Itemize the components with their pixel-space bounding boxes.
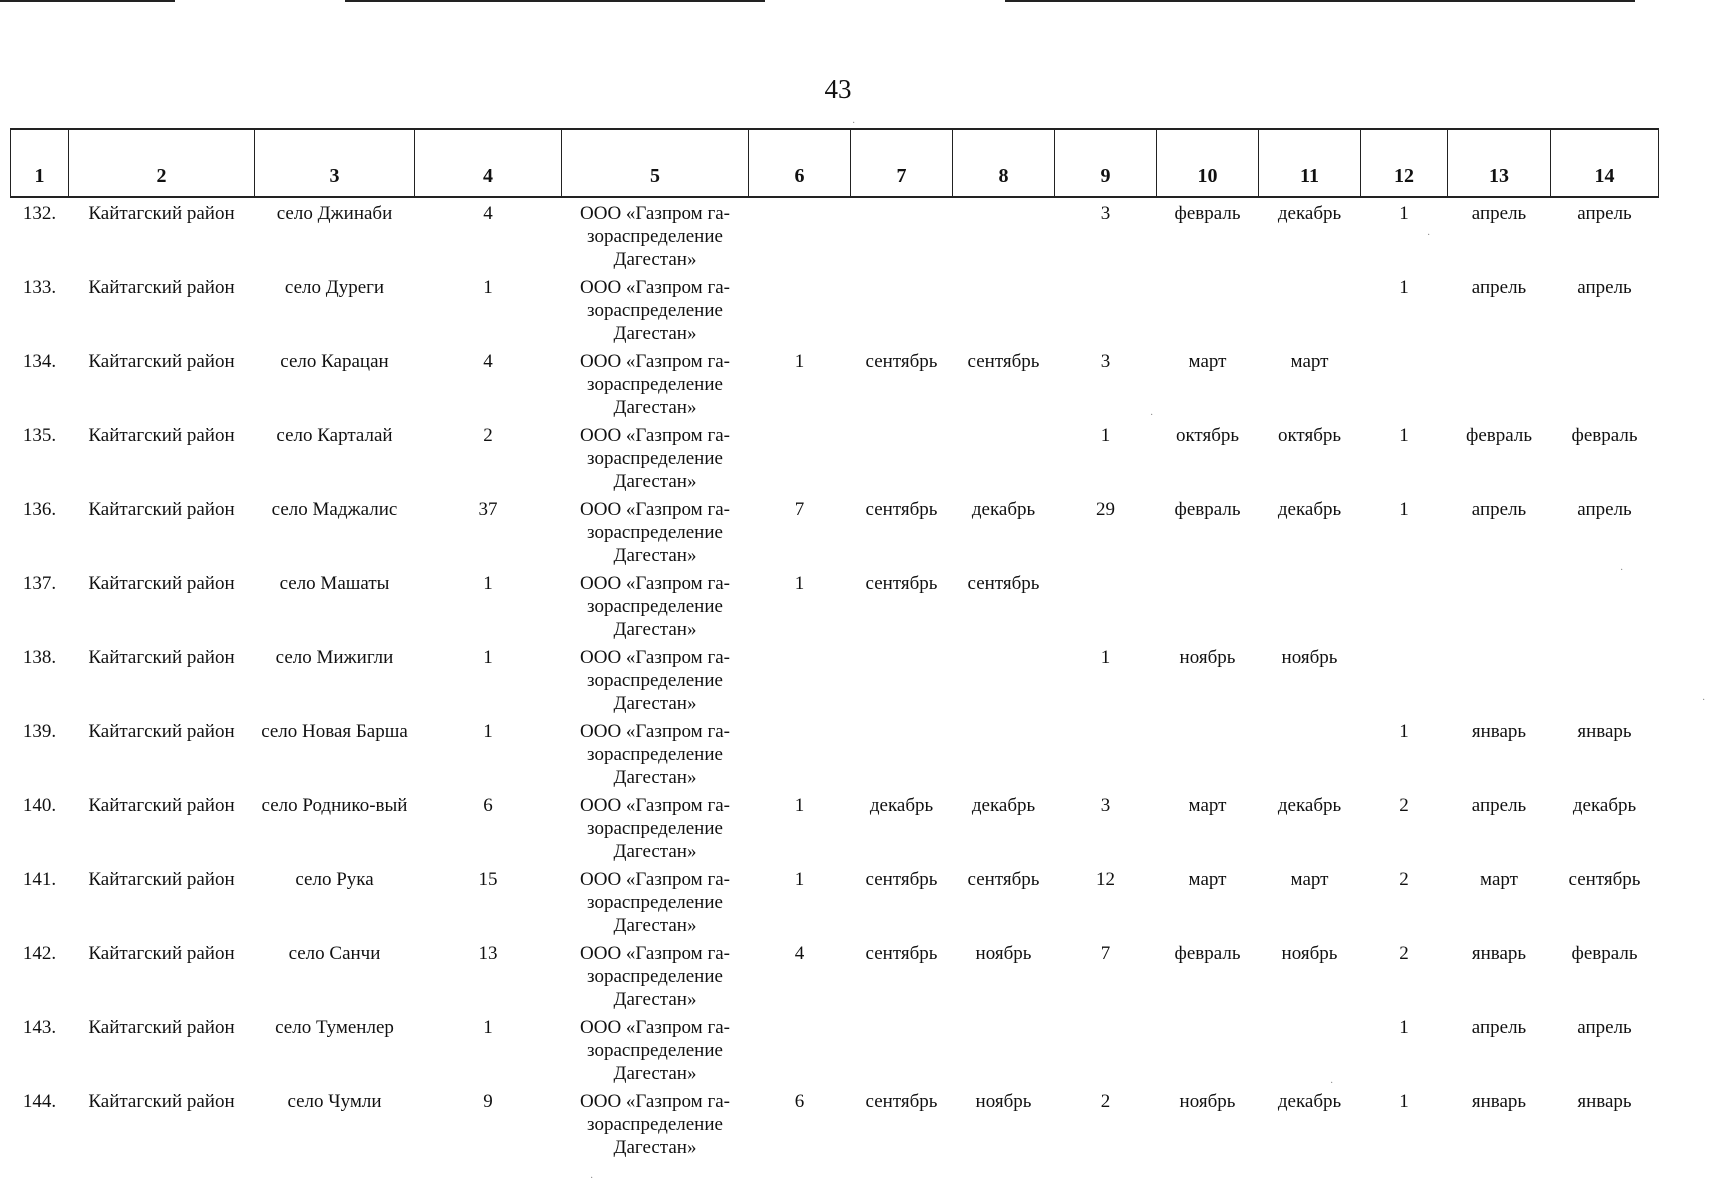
district-cell: Кайтагский район	[88, 203, 235, 224]
settlement-cell: село Карацан	[280, 351, 389, 372]
column-header-2: 2	[69, 129, 255, 197]
col12-cell	[1361, 568, 1448, 642]
table-row	[11, 864, 1659, 938]
operator-cell: ООО «Газпром га-зораспределение Дагестан»	[580, 499, 730, 566]
col9-cell: 3	[1100, 351, 1111, 372]
table-row	[11, 790, 1659, 864]
operator-cell: ООО «Газпром га-зораспределение Дагестан»	[580, 1017, 730, 1084]
col14-cell: февраль	[1571, 425, 1638, 446]
col7-cell: сентябрь	[865, 869, 938, 890]
col10-cell	[1157, 1012, 1259, 1086]
operator-cell: ООО «Газпром га-зораспределение Дагестан»	[580, 721, 730, 788]
operator-cell: ООО «Газпром га-зораспределение Дагестан»	[580, 943, 730, 1010]
col10-cell	[1157, 272, 1259, 346]
col11-cell: декабрь	[1277, 795, 1342, 816]
col14-cell	[1551, 346, 1659, 420]
row-number: 135.	[22, 425, 57, 446]
column-header-1: 1	[11, 129, 69, 197]
table-row	[11, 1086, 1659, 1160]
col14-cell	[1551, 568, 1659, 642]
col9-cell: 7	[1100, 943, 1111, 964]
col9-cell	[1055, 272, 1157, 346]
col14-cell: апрель	[1577, 499, 1632, 520]
column-header-13: 13	[1448, 129, 1551, 197]
col10-cell: февраль	[1174, 499, 1241, 520]
top-border-line	[1005, 0, 1635, 2]
top-border-line	[345, 0, 765, 2]
col8-cell: ноябрь	[975, 1091, 1032, 1112]
col14-cell: апрель	[1577, 1017, 1632, 1038]
col11-cell: ноябрь	[1281, 647, 1338, 668]
col6-cell	[749, 1012, 851, 1086]
district-cell: Кайтагский район	[88, 1091, 235, 1112]
col8-cell	[953, 716, 1055, 790]
row-number: 132.	[22, 203, 57, 224]
table-row	[11, 346, 1659, 420]
district-cell: Кайтагский район	[88, 351, 235, 372]
col6-cell	[749, 197, 851, 272]
settlement-cell: село Рука	[295, 869, 374, 890]
col11-cell	[1259, 568, 1361, 642]
operator-cell: ООО «Газпром га-зораспределение Дагестан»	[580, 573, 730, 640]
district-cell: Кайтагский район	[88, 943, 235, 964]
count-cell: 1	[483, 721, 493, 742]
col6-cell: 7	[794, 499, 805, 520]
col8-cell: сентябрь	[967, 351, 1040, 372]
col6-cell: 4	[794, 943, 805, 964]
count-cell: 2	[483, 425, 493, 446]
col12-cell: 2	[1399, 869, 1409, 890]
table-row	[11, 1012, 1659, 1086]
row-number: 144.	[22, 1091, 57, 1112]
col8-cell	[953, 1012, 1055, 1086]
row-number: 137.	[22, 573, 57, 594]
col13-cell: январь	[1471, 1091, 1527, 1112]
col9-cell: 1	[1100, 425, 1111, 446]
col10-cell: март	[1188, 351, 1227, 372]
count-cell: 4	[483, 203, 493, 224]
col9-cell: 3	[1100, 795, 1111, 816]
table-row	[11, 568, 1659, 642]
col7-cell	[851, 642, 953, 716]
col13-cell	[1448, 642, 1551, 716]
count-cell: 6	[483, 795, 493, 816]
settlement-cell: село Роднико-вый	[261, 795, 408, 816]
row-number: 142.	[22, 943, 57, 964]
table-row	[11, 197, 1659, 272]
col7-cell: сентябрь	[865, 351, 938, 372]
operator-cell: ООО «Газпром га-зораспределение Дагестан»	[580, 1091, 730, 1158]
col10-cell: ноябрь	[1179, 1091, 1236, 1112]
col11-cell: октябрь	[1277, 425, 1342, 446]
col13-cell: январь	[1471, 721, 1527, 742]
col11-cell	[1259, 716, 1361, 790]
col6-cell: 1	[794, 795, 805, 816]
column-header-7: 7	[851, 129, 953, 197]
col14-cell	[1551, 642, 1659, 716]
row-number: 133.	[22, 277, 57, 298]
table-row	[11, 494, 1659, 568]
col7-cell	[851, 420, 953, 494]
settlement-cell: село Маджалис	[271, 499, 398, 520]
row-number: 139.	[22, 721, 57, 742]
column-header-10: 10	[1157, 129, 1259, 197]
operator-cell: ООО «Газпром га-зораспределение Дагестан»	[580, 203, 730, 270]
col8-cell	[953, 197, 1055, 272]
district-cell: Кайтагский район	[88, 573, 235, 594]
col6-cell	[749, 420, 851, 494]
col7-cell	[851, 197, 953, 272]
scan-speck: ·	[852, 118, 856, 129]
col7-cell: сентябрь	[865, 943, 938, 964]
settlement-cell: село Чумли	[287, 1091, 382, 1112]
col12-cell: 2	[1399, 943, 1409, 964]
col10-cell	[1157, 716, 1259, 790]
column-header-12: 12	[1361, 129, 1448, 197]
col7-cell: декабрь	[869, 795, 934, 816]
col14-cell: апрель	[1577, 277, 1632, 298]
col11-cell	[1259, 1012, 1361, 1086]
district-cell: Кайтагский район	[88, 499, 235, 520]
col9-cell: 29	[1096, 499, 1115, 520]
operator-cell: ООО «Газпром га-зораспределение Дагестан»	[580, 351, 730, 418]
district-cell: Кайтагский район	[88, 795, 235, 816]
row-number: 138.	[22, 647, 57, 668]
col11-cell: декабрь	[1277, 1091, 1342, 1112]
row-number: 143.	[22, 1017, 57, 1038]
row-number: 134.	[22, 351, 57, 372]
table-row	[11, 642, 1659, 716]
col8-cell	[953, 642, 1055, 716]
col14-cell: январь	[1577, 721, 1632, 742]
settlement-cell: село Дуреги	[284, 277, 385, 298]
col9-cell: 1	[1100, 647, 1111, 668]
table-row	[11, 272, 1659, 346]
col7-cell	[851, 272, 953, 346]
count-cell: 4	[483, 351, 493, 372]
table-row	[11, 716, 1659, 790]
column-header-4: 4	[415, 129, 562, 197]
col10-cell: ноябрь	[1179, 647, 1236, 668]
col10-cell: октябрь	[1175, 425, 1240, 446]
scan-speck: ·	[590, 1173, 594, 1184]
table-row	[11, 420, 1659, 494]
col11-cell: март	[1290, 869, 1329, 890]
col10-cell: март	[1188, 795, 1227, 816]
col13-cell: апрель	[1471, 1017, 1527, 1038]
table-row	[11, 938, 1659, 1012]
col12-cell: 1	[1399, 499, 1409, 520]
row-number: 140.	[22, 795, 57, 816]
col13-cell: февраль	[1466, 425, 1532, 446]
column-header-14: 14	[1551, 129, 1659, 197]
col7-cell: сентябрь	[865, 1091, 938, 1112]
col7-cell	[851, 1012, 953, 1086]
col14-cell: февраль	[1571, 943, 1638, 964]
col13-cell: март	[1480, 869, 1518, 890]
col12-cell: 1	[1399, 425, 1409, 446]
col8-cell: сентябрь	[967, 869, 1040, 890]
gasification-schedule-table	[10, 128, 1659, 1160]
district-cell: Кайтагский район	[88, 277, 235, 298]
count-cell: 1	[483, 573, 493, 594]
operator-cell: ООО «Газпром га-зораспределение Дагестан»	[580, 647, 730, 714]
district-cell: Кайтагский район	[88, 869, 235, 890]
district-cell: Кайтагский район	[88, 425, 235, 446]
col11-cell	[1259, 272, 1361, 346]
settlement-cell: село Джинаби	[276, 203, 393, 224]
col10-cell: март	[1188, 869, 1227, 890]
col9-cell	[1055, 568, 1157, 642]
col8-cell: декабрь	[971, 499, 1036, 520]
col6-cell	[749, 642, 851, 716]
col9-cell	[1055, 716, 1157, 790]
column-header-3: 3	[255, 129, 415, 197]
district-cell: Кайтагский район	[88, 1017, 235, 1038]
col7-cell: сентябрь	[865, 573, 938, 594]
col6-cell	[749, 272, 851, 346]
table-body	[11, 197, 1659, 1160]
col9-cell: 12	[1096, 869, 1115, 890]
column-header-6: 6	[749, 129, 851, 197]
col6-cell	[749, 716, 851, 790]
col12-cell: 1	[1399, 203, 1409, 224]
col12-cell	[1361, 642, 1448, 716]
col13-cell: январь	[1471, 943, 1527, 964]
col14-cell: апрель	[1577, 203, 1632, 224]
col12-cell: 1	[1399, 277, 1409, 298]
col12-cell: 2	[1399, 795, 1409, 816]
col14-cell: сентябрь	[1568, 869, 1641, 890]
col13-cell	[1448, 568, 1551, 642]
district-cell: Кайтагский район	[88, 721, 235, 742]
scan-speck: ·	[1702, 695, 1706, 706]
col10-cell: февраль	[1174, 943, 1241, 964]
table-header	[11, 129, 1659, 197]
count-cell: 13	[478, 943, 498, 964]
col14-cell: декабрь	[1572, 795, 1637, 816]
operator-cell: ООО «Газпром га-зораспределение Дагестан»	[580, 277, 730, 344]
col9-cell	[1055, 1012, 1157, 1086]
col11-cell: декабрь	[1277, 499, 1342, 520]
column-header-8: 8	[953, 129, 1055, 197]
col13-cell	[1448, 346, 1551, 420]
col13-cell: апрель	[1471, 795, 1527, 816]
top-border-line	[0, 0, 175, 2]
col12-cell: 1	[1399, 1017, 1409, 1038]
row-number: 136.	[22, 499, 57, 520]
col11-cell: декабрь	[1277, 203, 1342, 224]
col9-cell: 3	[1100, 203, 1111, 224]
col10-cell: февраль	[1174, 203, 1241, 224]
operator-cell: ООО «Газпром га-зораспределение Дагестан»	[580, 795, 730, 862]
settlement-cell: село Карталай	[276, 425, 393, 446]
col10-cell	[1157, 568, 1259, 642]
page-number: 43	[824, 74, 852, 104]
operator-cell: ООО «Газпром га-зораспределение Дагестан»	[580, 869, 730, 936]
col13-cell: апрель	[1471, 203, 1527, 224]
col14-cell: январь	[1577, 1091, 1632, 1112]
settlement-cell: село Новая Барша	[261, 721, 408, 742]
col6-cell: 6	[794, 1091, 805, 1112]
col11-cell: ноябрь	[1281, 943, 1338, 964]
count-cell: 1	[483, 1017, 493, 1038]
col6-cell: 1	[794, 869, 805, 890]
scan-speck: ·	[1427, 230, 1431, 241]
settlement-cell: село Мижигли	[275, 647, 394, 668]
count-cell: 9	[483, 1091, 493, 1112]
settlement-cell: село Туменлер	[275, 1017, 394, 1038]
column-header-9: 9	[1055, 129, 1157, 197]
col11-cell: март	[1290, 351, 1329, 372]
count-cell: 15	[478, 869, 498, 890]
col12-cell: 1	[1399, 1091, 1409, 1112]
col12-cell: 1	[1399, 721, 1409, 742]
col8-cell	[953, 420, 1055, 494]
count-cell: 37	[478, 499, 498, 520]
col7-cell: сентябрь	[865, 499, 938, 520]
header-row	[11, 129, 1659, 197]
scan-speck: ·	[1330, 1078, 1334, 1089]
column-header-11: 11	[1259, 129, 1361, 197]
col13-cell: апрель	[1471, 277, 1527, 298]
col9-cell: 2	[1100, 1091, 1111, 1112]
count-cell: 1	[483, 277, 493, 298]
col13-cell: апрель	[1471, 499, 1527, 520]
settlement-cell: село Машаты	[279, 573, 390, 594]
col8-cell	[953, 272, 1055, 346]
col8-cell: декабрь	[971, 795, 1036, 816]
operator-cell: ООО «Газпром га-зораспределение Дагестан»	[580, 425, 730, 492]
col12-cell	[1361, 346, 1448, 420]
column-header-5: 5	[562, 129, 749, 197]
district-cell: Кайтагский район	[88, 647, 235, 668]
col6-cell: 1	[794, 351, 805, 372]
col8-cell: ноябрь	[975, 943, 1032, 964]
settlement-cell: село Санчи	[288, 943, 381, 964]
count-cell: 1	[483, 647, 493, 668]
col7-cell	[851, 716, 953, 790]
col8-cell: сентябрь	[967, 573, 1040, 594]
col6-cell: 1	[794, 573, 805, 594]
scan-speck: ·	[1150, 410, 1154, 421]
row-number: 141.	[22, 869, 57, 890]
scan-speck: ·	[1620, 565, 1624, 576]
